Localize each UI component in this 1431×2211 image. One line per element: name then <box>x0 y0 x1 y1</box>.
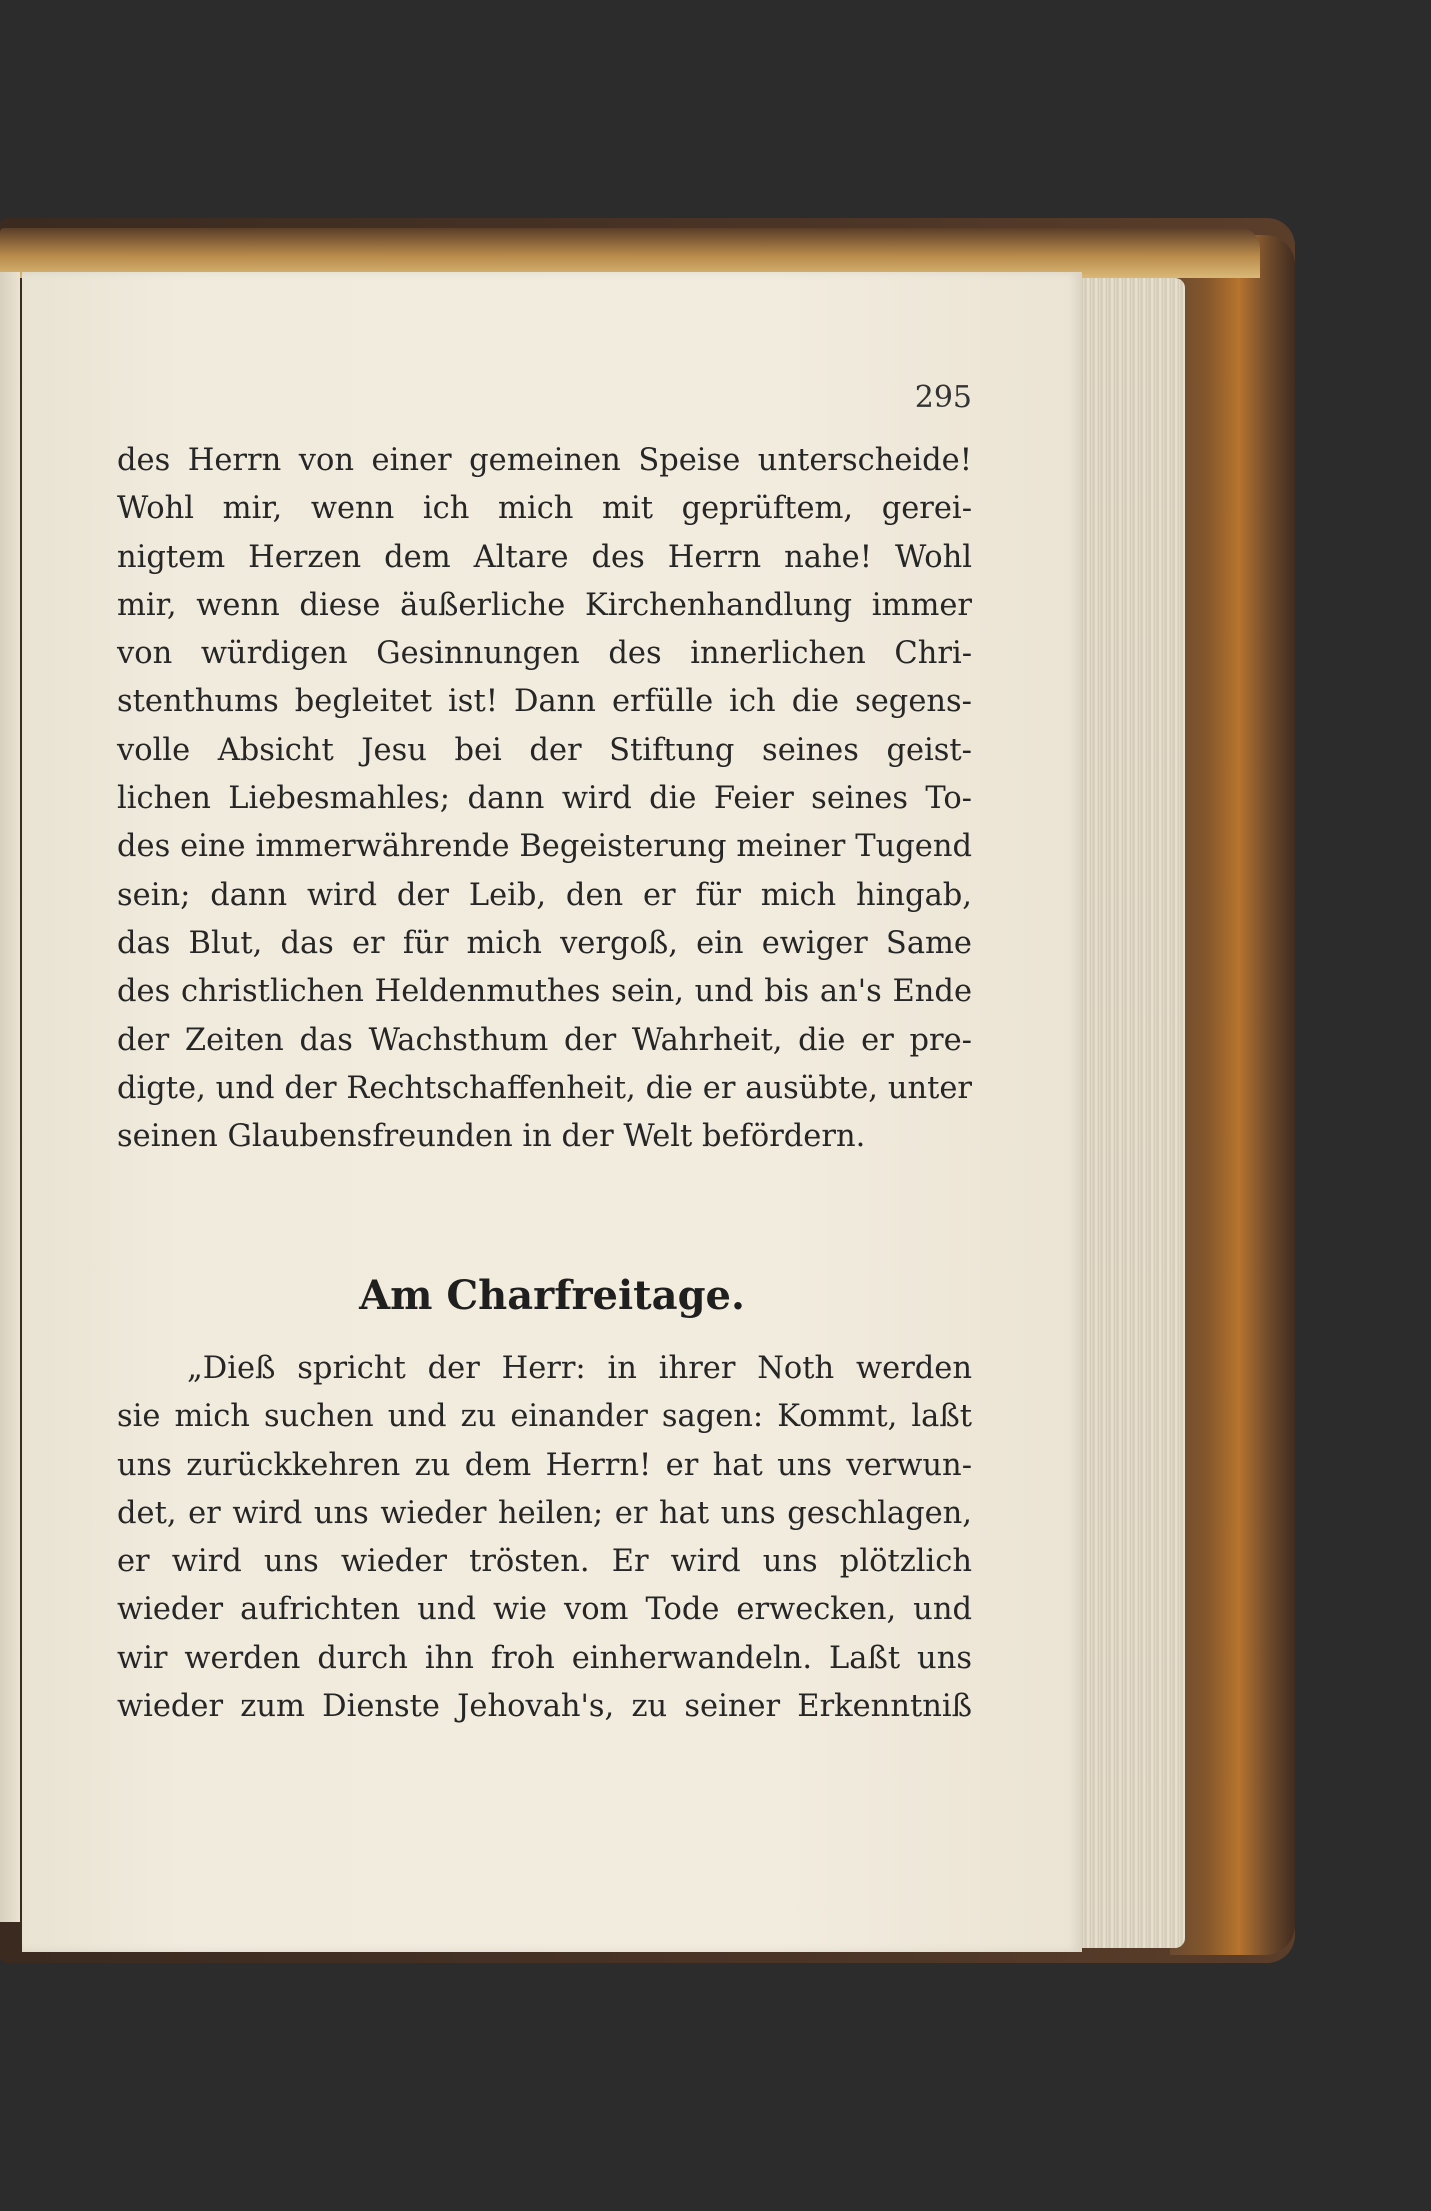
paragraph-2 <box>117 1345 972 1731</box>
page-stack <box>1075 278 1185 1948</box>
text-line: der Zeiten das Wachsthum der Wahrheit, die er pre- <box>117 1022 972 1058</box>
text-line: sie mich suchen und zu einander sagen: Kommt, laßt <box>117 1399 972 1435</box>
text-line: stenthums begleitet ist! Dann erfülle ich die segens- <box>117 684 972 720</box>
text-line: des Herrn von einer gemeinen Speise unterscheide! <box>117 443 972 478</box>
text-line: das Blut, das er für mich vergoß, ein ewiger Same <box>117 925 972 961</box>
text-line: sein; dann wird der Leib, den er für mich hingab, <box>117 877 972 913</box>
text-line: wieder aufrichten und wie vom Tode erwecken, und <box>117 1592 972 1628</box>
section-heading: Am Charfreitage. <box>359 1272 745 1319</box>
text-line: uns zurückkehren zu dem Herrn! er hat uns verwun- <box>117 1447 972 1483</box>
text-line: wieder zum Dienste Jehovah's, zu seiner Erkenntniß <box>117 1689 972 1725</box>
text-line: des christlichen Heldenmuthes sein, und bis an's Ende <box>117 974 972 1010</box>
text-line: von würdigen Gesinnungen des innerlichen Chri- <box>117 636 972 672</box>
text-line: mir, wenn diese äußerliche Kirchenhandlung immer <box>117 587 972 623</box>
text-line: wir werden durch ihn froh einherwandeln. Laßt uns <box>117 1640 972 1676</box>
text-line: des eine immerwährende Begeisterung meiner Tugend <box>117 829 972 865</box>
text-line: det, er wird uns wieder heilen; er hat uns geschlagen, <box>117 1495 972 1531</box>
page-number: 295 <box>914 380 972 415</box>
book-top-edge <box>0 228 1260 278</box>
text-line: volle Absicht Jesu bei der Stiftung seines geist- <box>117 732 972 768</box>
text-line: nigtem Herzen dem Altare des Herrn nahe! Wohl <box>117 539 972 575</box>
paragraph-1 <box>117 437 972 1161</box>
text-line: lichen Liebesmahles; dann wird die Feier seines To- <box>117 781 972 817</box>
book-page <box>22 272 1082 1952</box>
left-page-edge <box>0 272 20 1922</box>
text-line: digte, und der Rechtschaffenheit, die er ausübte, unter <box>117 1070 972 1106</box>
book-spine-edge <box>1170 235 1295 1955</box>
text-line: „Dieß spricht der Herr: in ihrer Noth werden <box>187 1351 972 1386</box>
text-line: Wohl mir, wenn ich mich mit geprüftem, gerei- <box>117 491 972 527</box>
text-line: seinen Glaubensfreunden in der Welt befördern. <box>117 1119 866 1155</box>
text-line: er wird uns wieder trösten. Er wird uns plötzlich <box>117 1544 972 1580</box>
